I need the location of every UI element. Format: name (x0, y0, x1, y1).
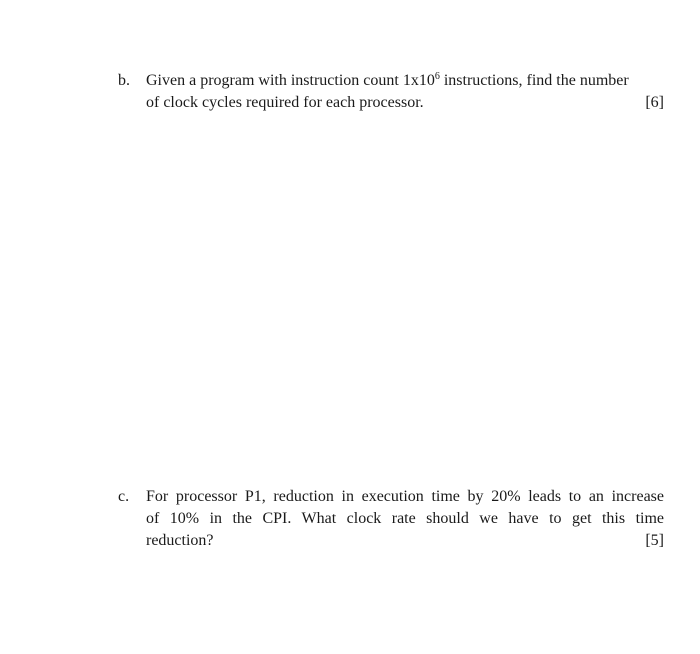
question-c-line-3-text: reduction? (146, 532, 214, 549)
question-c-body (146, 486, 664, 552)
question-b-line-1-text: Given a program with instruction count 1x10 (146, 72, 435, 89)
question-c-label: c. (118, 488, 130, 505)
question-c-line-3 (146, 530, 664, 552)
question-b-line-2 (146, 92, 664, 114)
question-c-line-1: For processor P1, reduction in execution time by 20% leads to an increase (146, 488, 664, 505)
question-c (118, 486, 664, 552)
question-b-line-1 (146, 70, 664, 92)
question-b-exponent: 6 (434, 71, 440, 82)
question-c-line-2: of 10% in the CPI. What clock rate should we have to get this time (146, 510, 664, 527)
question-b-line-2-text: of clock cycles required for each processor. (146, 94, 424, 111)
question-b (118, 70, 664, 114)
question-b-label: b. (118, 72, 130, 89)
question-b-marks: [6] (645, 94, 664, 111)
question-c-marks: [5] (645, 532, 664, 549)
question-b-body (146, 70, 664, 114)
question-b-line-1-tail: instructions, find the number (439, 72, 629, 89)
